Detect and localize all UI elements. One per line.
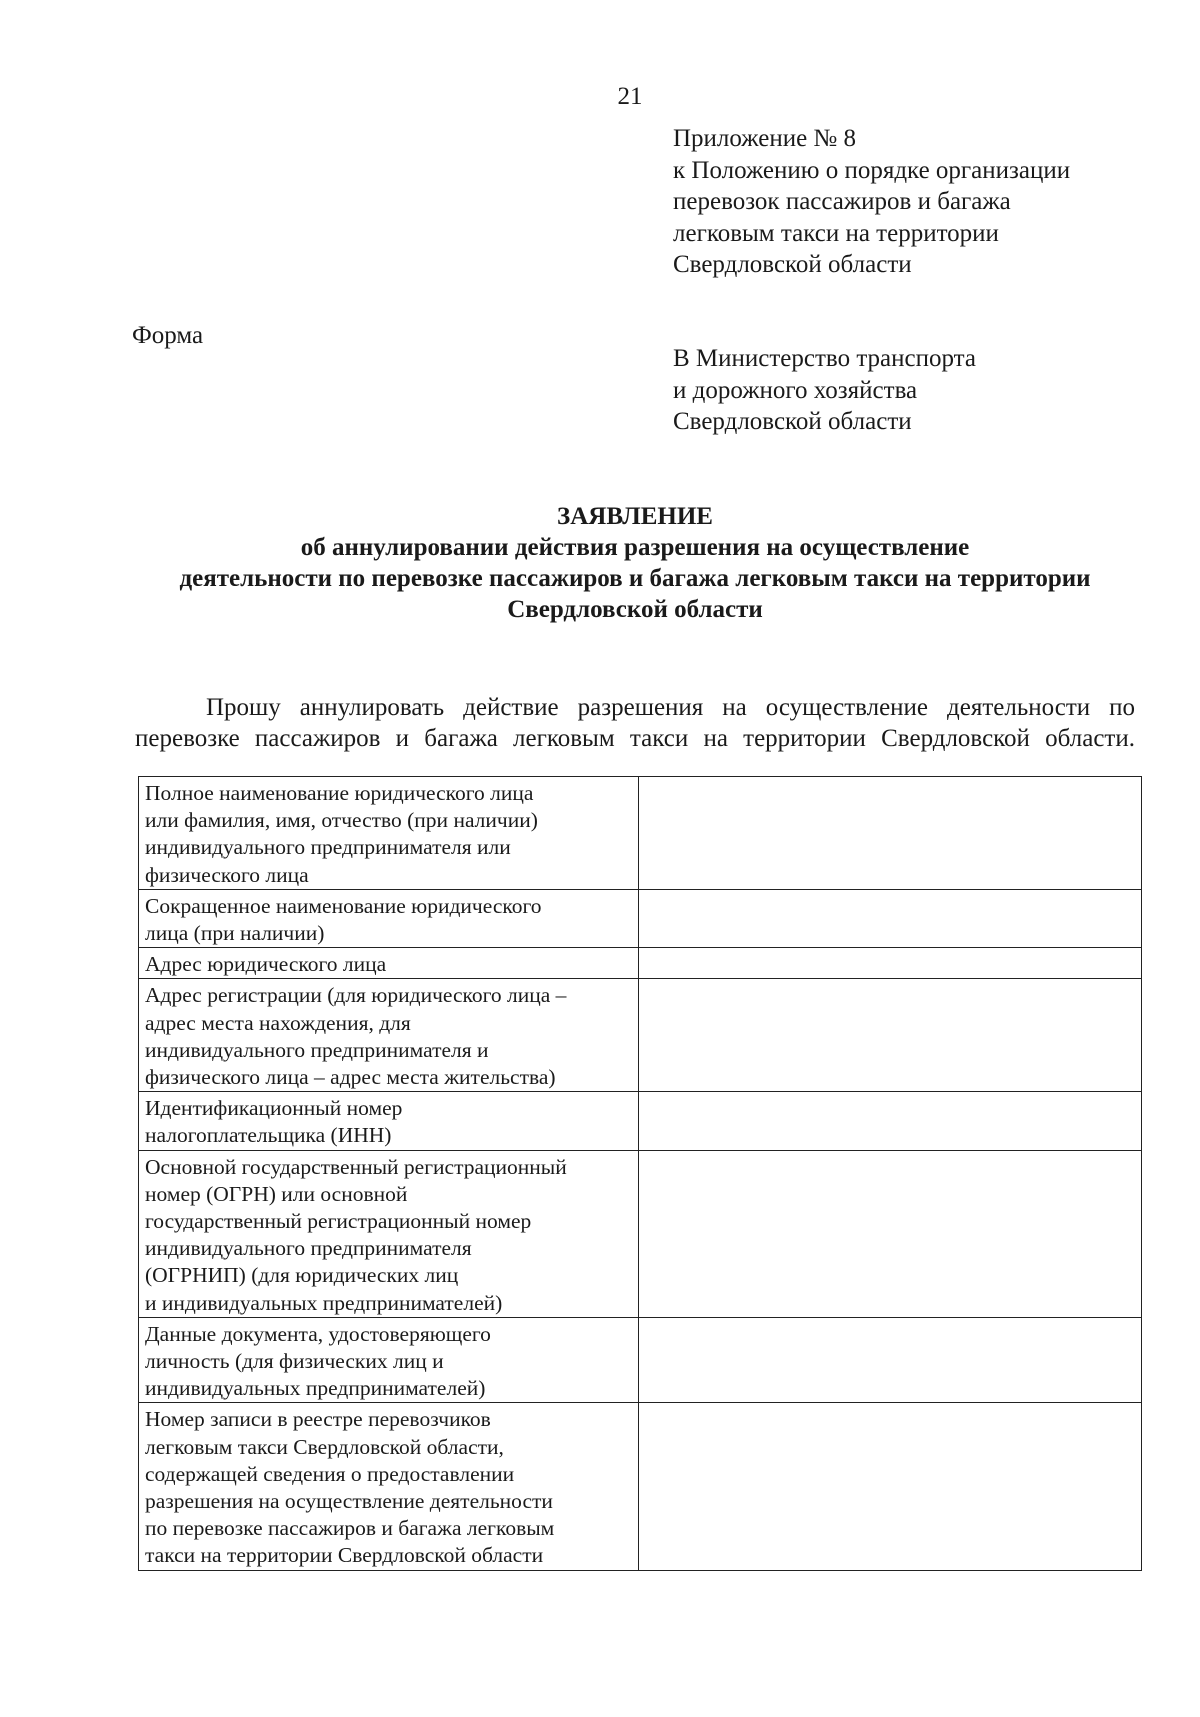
field-label-line: по перевозке пассажиров и багажа легковым	[145, 1516, 555, 1541]
table-row	[139, 979, 1142, 1092]
field-label-cell	[139, 1403, 639, 1570]
addressee-line: Свердловской области	[673, 408, 912, 435]
field-value-cell[interactable]	[639, 777, 1142, 890]
field-label-line: содержащей сведения о предоставлении	[145, 1461, 515, 1486]
field-label-line: Полное наименование юридического лица	[145, 781, 534, 805]
field-label-cell	[139, 889, 639, 947]
field-label-line: Адрес регистрации (для юридического лица –	[145, 983, 567, 1008]
table-row	[139, 1403, 1142, 1570]
field-label-line: и индивидуальных предпринимателей)	[145, 1290, 503, 1315]
form-label: Форма	[132, 322, 204, 349]
field-label-cell	[139, 777, 639, 890]
field-label-line: физического лица	[145, 862, 309, 887]
addressee-block	[673, 343, 976, 438]
field-value-cell[interactable]	[639, 948, 1142, 979]
field-label-line: (ОГРНИП) (для юридических лиц	[145, 1263, 459, 1288]
field-label-line: разрешения на осуществление деятельности	[145, 1489, 553, 1514]
field-value-cell[interactable]	[639, 1092, 1142, 1150]
intro-line: перевозке пассажиров и багажа легковым такси на территории Свердловской области.	[135, 725, 1135, 752]
field-label-line: Идентификационный номер	[145, 1096, 403, 1121]
field-label-line: Данные документа, удостоверяющего	[145, 1321, 491, 1346]
field-label-cell	[139, 948, 639, 979]
field-label-line: индивидуальных предпринимателей)	[145, 1376, 486, 1401]
field-label-cell	[139, 1150, 639, 1317]
addressee-line: В Министерство транспорта	[673, 345, 976, 372]
page-number: 21	[617, 83, 643, 110]
table-row	[139, 948, 1142, 979]
field-label-line: или фамилия, имя, отчество (при наличии)	[145, 808, 538, 833]
field-label-line: индивидуального предпринимателя и	[145, 1037, 489, 1062]
appendix-line: перевозок пассажиров и багажа	[673, 188, 1011, 215]
field-label-line: Сокращенное наименование юридического	[145, 893, 542, 918]
field-label-line: физического лица – адрес места жительства)	[145, 1065, 556, 1090]
field-value-cell[interactable]	[639, 1317, 1142, 1403]
title-subtitle-line: деятельности по перевозке пассажиров и багажа легковым такси на территории	[179, 565, 1091, 592]
field-label-line: адрес места нахождения, для	[145, 1010, 411, 1035]
title-heading: ЗАЯВЛЕНИЕ	[557, 503, 713, 530]
document-title	[120, 501, 1150, 625]
field-value-cell[interactable]	[639, 1403, 1142, 1570]
application-form-table	[138, 776, 1142, 1571]
appendix-line: к Положению о порядке организации	[673, 156, 1071, 184]
table-row	[139, 889, 1142, 947]
field-label-line: номер (ОГРН) или основной	[145, 1181, 408, 1206]
title-subtitle-line: Свердловской области	[507, 596, 763, 623]
field-label-cell	[139, 1317, 639, 1403]
table-row	[139, 1317, 1142, 1403]
intro-paragraph	[135, 692, 1135, 754]
field-label-line: Номер записи в реестре перевозчиков	[145, 1407, 491, 1432]
table-row	[139, 777, 1142, 890]
field-label-line: индивидуального предпринимателя или	[145, 835, 511, 860]
field-value-cell[interactable]	[639, 1150, 1142, 1317]
field-label-line: индивидуального предпринимателя	[145, 1236, 472, 1261]
table-row	[139, 1092, 1142, 1150]
field-label-cell	[139, 979, 639, 1092]
field-value-cell[interactable]	[639, 979, 1142, 1092]
addressee-line: и дорожного хозяйства	[673, 376, 918, 404]
title-subtitle-line: об аннулировании действия разрешения на осуществление	[300, 534, 970, 561]
table-row	[139, 1150, 1142, 1317]
field-label-line: Основной государственный регистрационный	[145, 1154, 567, 1179]
appendix-line: Свердловской области	[673, 251, 912, 278]
appendix-header	[673, 123, 1070, 281]
appendix-line: Приложение № 8	[673, 125, 857, 152]
field-label-line: легковым такси Свердловской области,	[145, 1434, 504, 1459]
field-label-line: налогоплательщика (ИНН)	[145, 1123, 392, 1148]
field-label-cell	[139, 1092, 639, 1150]
field-label-line: Адрес юридического лица	[145, 952, 387, 977]
field-label-line: лица (при наличии)	[145, 921, 325, 946]
intro-line: Прошу аннулировать действие разрешения на осуществление деятельности по	[206, 694, 1135, 721]
field-value-cell[interactable]	[639, 889, 1142, 947]
field-label-line: государственный регистрационный номер	[145, 1209, 532, 1234]
appendix-line: легковым такси на территории	[673, 219, 999, 247]
field-label-line: личность (для физических лиц и	[145, 1349, 444, 1374]
field-label-line: такси на территории Свердловской области	[145, 1543, 544, 1568]
form-table-body	[139, 777, 1142, 1571]
